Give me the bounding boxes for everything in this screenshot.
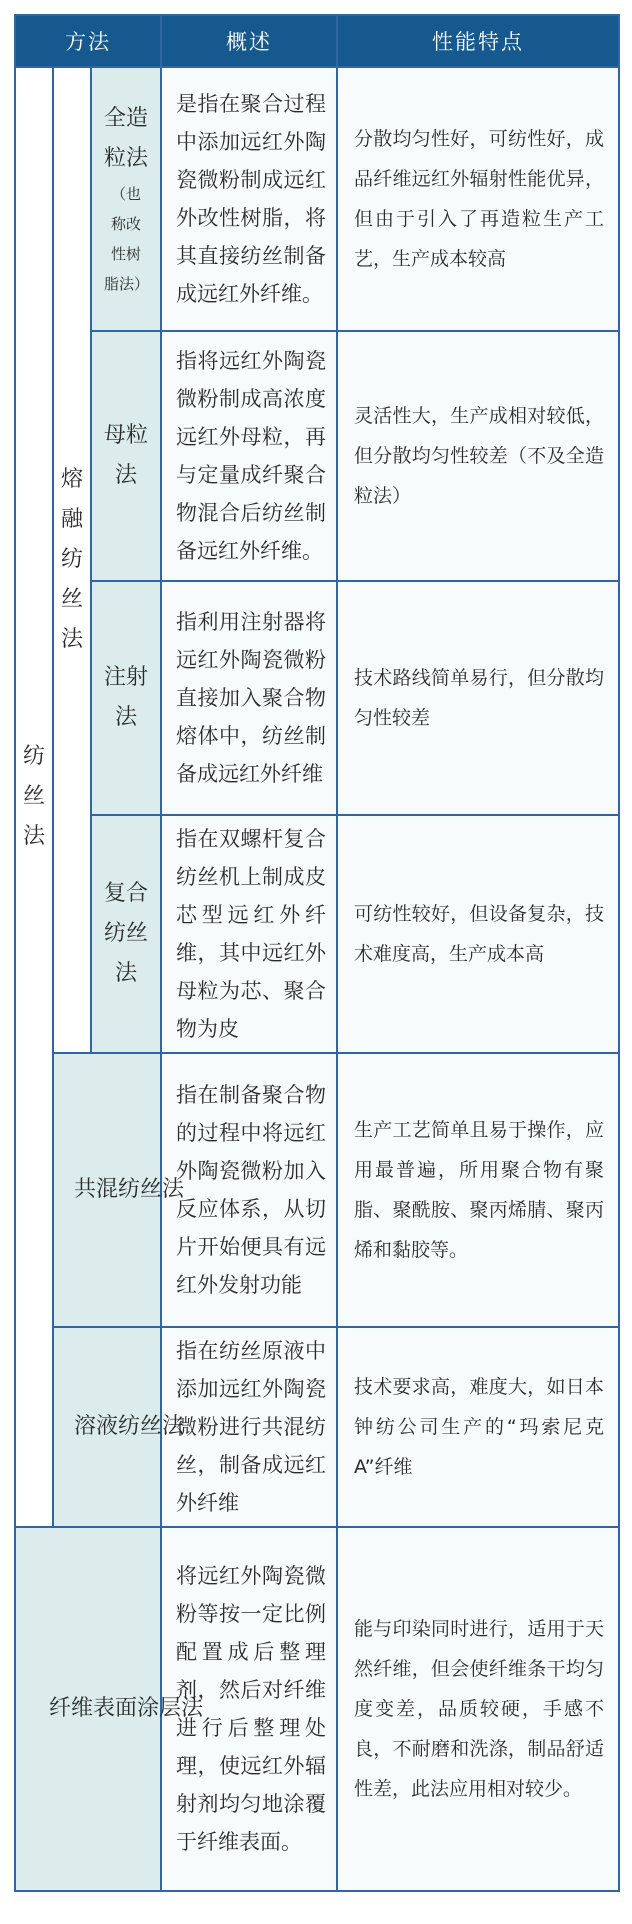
table-row	[15, 815, 619, 1053]
table-row	[15, 1527, 619, 1891]
summary-text: 指利用注射器将远红外陶瓷微粉直接加入聚合物熔体中，纺丝制备成远红外纤维	[176, 610, 326, 786]
group-melt-spinning-cell	[53, 67, 91, 1053]
group-spinning-label: 纺丝法	[23, 744, 46, 849]
method-cell	[15, 1527, 203, 1891]
features-text: 技术路线简单易行，但分散均匀性较差	[354, 667, 604, 729]
group-melt-spinning-label: 熔融纺丝法	[61, 467, 84, 652]
features-text: 灵活性大，生产成相对较低，但分散均匀性较差（不及全造粒法）	[354, 405, 604, 507]
features-text: 能与印染同时进行，适用于天然纤维，但会使纤维条干均匀度变差，品质较硬，手感不良，不耐磨和洗涤，制品舒适性差，此法应用相对较少。	[354, 1618, 604, 1800]
features-text: 技术要求高，难度大，如日本钟纺公司生产的“玛索尼克A”纤维	[354, 1376, 604, 1478]
method-cell	[91, 581, 161, 815]
method-label: 纤维表面涂层法	[48, 1696, 203, 1721]
method-label: 共混纺丝法	[73, 1177, 184, 1202]
summary-text: 是指在聚合过程中添加远红外陶瓷微粉制成远红外改性树脂，将其直接纺丝制备成远红外纤维。	[176, 92, 326, 306]
table-row	[15, 1327, 619, 1527]
table-row	[15, 1053, 619, 1327]
features-text: 分散均匀性好，可纺性好，成品纤维远红外辐射性能优异，但由于引入了再造粒生产工艺，生产成本较高	[354, 128, 604, 270]
method-note: （也称改性树脂法）	[104, 185, 150, 293]
method-cell	[91, 815, 161, 1053]
methods-table	[14, 14, 620, 1892]
summary-cell	[161, 1527, 337, 1891]
features-cell	[337, 331, 619, 581]
summary-cell	[161, 581, 337, 815]
method-label: 母粒法	[104, 423, 149, 488]
method-label: 全造粒法	[104, 106, 149, 171]
features-cell	[337, 1053, 619, 1327]
method-cell	[91, 331, 161, 581]
header-method: 方法	[15, 15, 161, 67]
summary-cell	[161, 815, 337, 1053]
header-summary: 概述	[161, 15, 337, 67]
summary-text: 指在制备聚合物的过程中将远红外陶瓷微粉加入反应体系，从切片开始便具有远红外发射功能	[176, 1083, 326, 1297]
method-label: 溶液纺丝法	[73, 1414, 184, 1439]
summary-text: 将远红外陶瓷微粉等按一定比例配置成后整理剂，然后对纤维进行后整理处理，使远红外辐射剂均匀地涂覆于纤维表面。	[176, 1564, 326, 1854]
features-text: 可纺性较好，但设备复杂，技术难度高，生产成本高	[354, 903, 604, 965]
summary-cell	[161, 67, 337, 331]
summary-cell	[161, 331, 337, 581]
method-cell	[53, 1053, 184, 1327]
method-label: 注射法	[104, 665, 149, 730]
features-cell	[337, 815, 619, 1053]
method-cell	[53, 1327, 184, 1527]
table-row	[15, 581, 619, 815]
group-spinning-cell	[15, 67, 53, 1527]
features-cell	[337, 1527, 619, 1891]
method-cell	[91, 67, 161, 331]
header-row	[15, 15, 619, 67]
features-cell	[337, 581, 619, 815]
summary-text: 指将远红外陶瓷微粉制成高浓度远红外母粒，再与定量成纤聚合物混合后纺丝制备远红外纤维。	[176, 349, 326, 563]
table-row	[15, 67, 619, 331]
features-text: 生产工艺简单且易于操作，应用最普遍，所用聚合物有聚脂、聚酰胺、聚丙烯腈、聚丙烯和黏胶等。	[354, 1119, 604, 1261]
summary-text: 指在双螺杆复合纺丝机上制成皮芯型远红外纤维，其中远红外母粒为芯、聚合物为皮	[176, 827, 326, 1041]
features-cell	[337, 67, 619, 331]
summary-cell	[161, 1053, 337, 1327]
table-row	[15, 331, 619, 581]
summary-cell	[161, 1327, 337, 1527]
header-features: 性能特点	[337, 15, 619, 67]
features-cell	[337, 1327, 619, 1527]
method-label: 复合纺丝法	[104, 881, 149, 986]
summary-text: 指在纺丝原液中添加远红外陶瓷微粉进行共混纺丝，制备成远红外纤维	[176, 1339, 326, 1515]
